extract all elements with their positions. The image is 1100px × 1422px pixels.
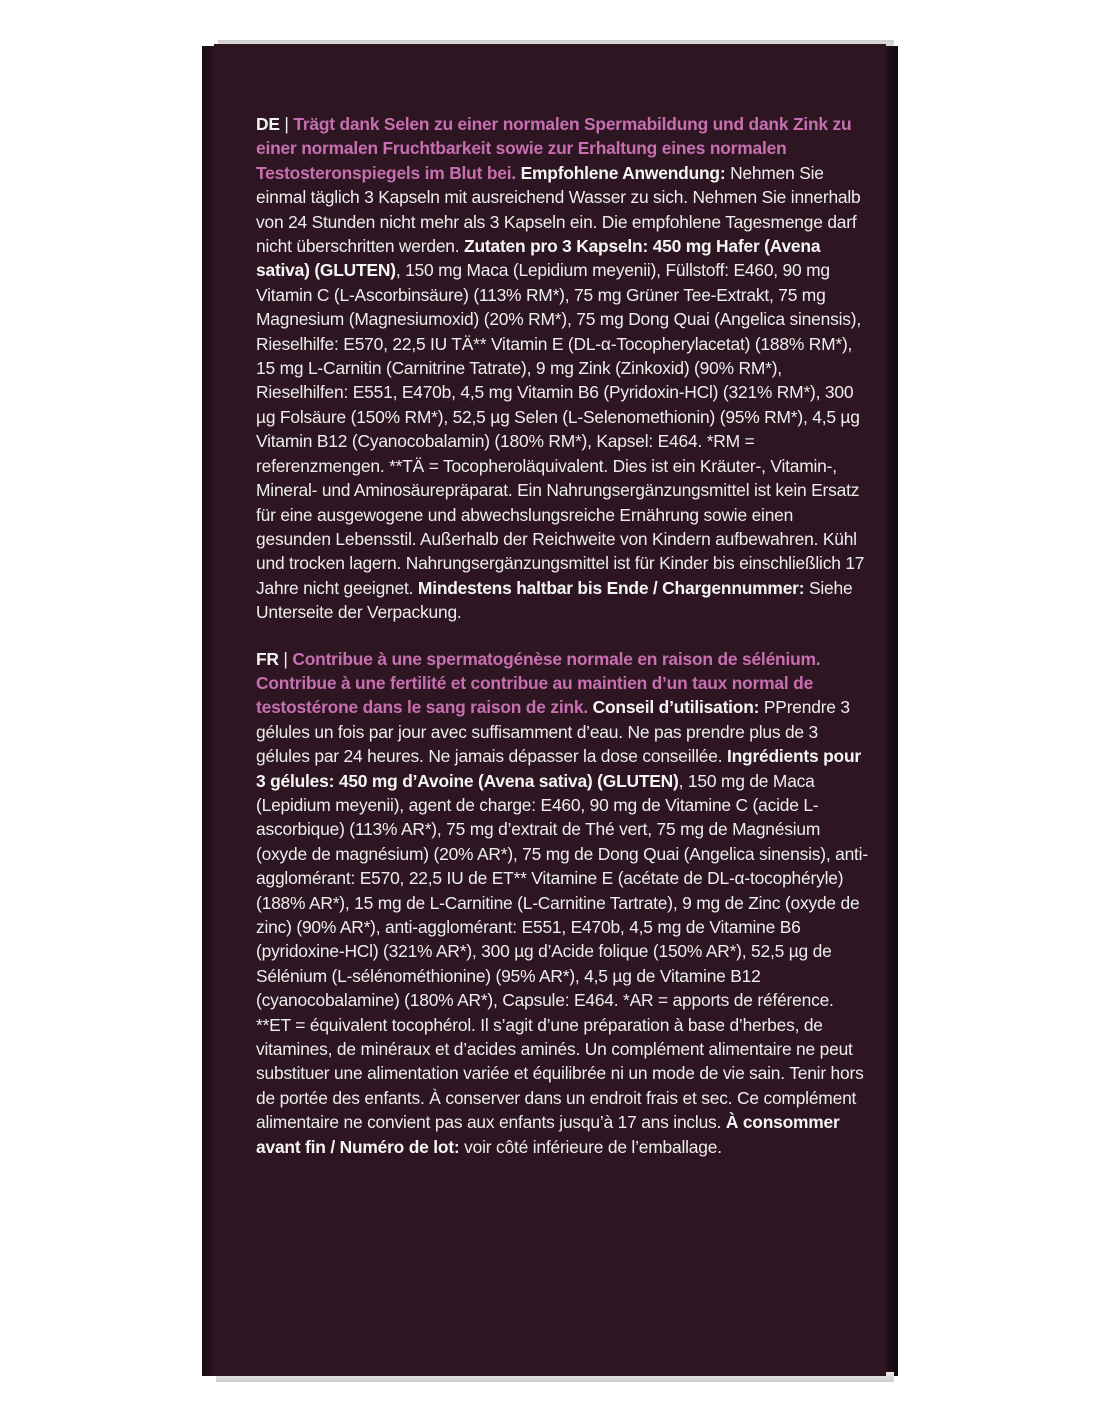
usage-text-fr: PPrendre 3 gélules un fois par jour avec suffisamment d’eau. Ne pas prendre plus de 3 gélules par 24 heures. Ne jamais dépasser la dose conseillée.	[256, 697, 850, 767]
ingredients-text-de: , 150 mg Maca (Lepidium meyenii), Füllstoff: E460, 90 mg Vitamin C (L-Ascorbinsäure) (113% RM*), 75 mg Grüner Tee-Extrakt, 75 mg Magnesium (Magnesiumoxid) (20% RM*), 75 mg Dong Quai (Angelica sinensis), Rieselhilfe: E570, 22,5 IU TÄ** Vitamin E (DL-α-Tocopherylacetat) (188% RM*), 15 mg L-Carnitin (Carnitrine Tatrate), 9 mg Zink (Zinkoxid) (90% RM*), Rieselhilfen: E551, E470b, 4,5 mg Vitamin B6 (Pyridoxin-HCl) (321% RM*), 300 µg Folsäure (150% RM*), 52,5 µg Selen (L-Selenomethionin) (95% RM*), 4,5 µg Vitamin B12 (Cyanocobalamin) (180% RM*), Kapsel: E464. *RM = referenzmengen. **TÄ = Tocopheroläquivalent. Dies ist ein Kräuter-, Vitamin-, Mineral- und Aminosäurepräparat. Ein Nahrungsergänzungsmittel ist kein Ersatz für eine ausgewogene und abwechslungsreiche Ernährung sowie einen gesunden Lebensstil. Außerhalb der Reichweite von Kindern aufbewahren. Kühl und trocken lagern. Nahrungsergänzungsmittel ist für Kinder bis einschließlich 17 Jahre nicht geeignet.	[256, 260, 865, 598]
ingredients-label-de: Zutaten pro 3 Kapseln: 450 mg Hafer (Avena sativa) (GLUTEN)	[256, 236, 821, 281]
lang-code-de: DE	[256, 114, 280, 134]
usage-label-fr: Conseil d’utilisation:	[592, 697, 760, 718]
lang-code-fr: FR	[256, 648, 279, 669]
label-text-block	[256, 112, 868, 1181]
french-section	[256, 647, 868, 1160]
best-before-label-fr: À consommer avant fin / Numéro de lot:	[256, 1112, 840, 1157]
box-right-edge	[884, 46, 898, 1376]
german-section	[256, 112, 868, 625]
usage-label-de: Empfohlene Anwendung:	[520, 162, 726, 183]
best-before-label-de: Mindestens haltbar bis Ende / Chargennummer:	[417, 577, 805, 598]
health-claim-fr: Contribue à une spermatogénèse normale en raison de sélénium. Contribue à une fertilité et contribue au maintien d’un taux normal de testostérone dans le sang raison de zink.	[256, 648, 821, 718]
separator-fr: |	[278, 648, 293, 669]
separator-de: |	[279, 114, 294, 134]
health-claim-de: Trägt dank Selen zu einer normalen Spermabildung und dank Zink zu einer normalen Fruchtbarkeit sowie zur Erhaltung eines normalen Testosteronspiegels im Blut bei.	[256, 114, 852, 183]
best-before-text-de: Siehe Unterseite der Verpackung.	[256, 577, 853, 623]
best-before-text-fr: voir côté inférieure de l’emballage.	[464, 1136, 722, 1157]
usage-text-de: Nehmen Sie einmal täglich 3 Kapseln mit ausreichend Wasser zu sich. Nehmen Sie innerhalb von 24 Stunden nicht mehr als 3 Kapseln ein. Die empfohlene Tagesmenge darf nicht überschritten werden.	[256, 162, 861, 257]
ingredients-text-fr: , 150 mg de Maca (Lepidium meyenii), agent de charge: E460, 90 mg de Vitamine C (acide L-ascorbique) (113% AR*), 75 mg d’extrait de Thé vert, 75 mg de Magnésium (oxyde de magnésium) (20% AR*), 75 mg de Dong Quai (Angelica sinensis), anti-agglomérant: E570, 22,5 IU de ET** Vitamine E (acétate de DL-α-tocophéryle) (188% AR*), 15 mg de L-Carnitine (L-Carnitine Tartrate), 9 mg de Zinc (oxyde de zinc) (90% AR*), anti-agglomérant: E551, E470b, 4,5 mg de Vitamine B6 (pyridoxine-HCl) (321% AR*), 300 µg d’Acide folique (150% AR*), 52,5 µg de Sélénium (L-sélénométhionine) (95% AR*), 4,5 µg de Vitamine B12 (cyanocobalamine) (180% AR*), Capsule: E464. *AR = apports de référence. **ET = équivalent tocophérol. Il s’agit d’une préparation à base d’herbes, de vitamines, de minéraux et d’acides aminés. Un complément alimentaire ne peut substituer une alimentation variée et équilibrée ni un mode de vie sain. Tenir hors de portée des enfants. À conserver dans un endroit frais et sec. Ce complément alimentaire ne convient pas aux enfants jusqu’à 17 ans inclus.	[256, 770, 868, 1133]
ingredients-label-fr: Ingrédients pour 3 gélules: 450 mg d’Avoine (Avena sativa) (GLUTEN)	[256, 746, 861, 791]
